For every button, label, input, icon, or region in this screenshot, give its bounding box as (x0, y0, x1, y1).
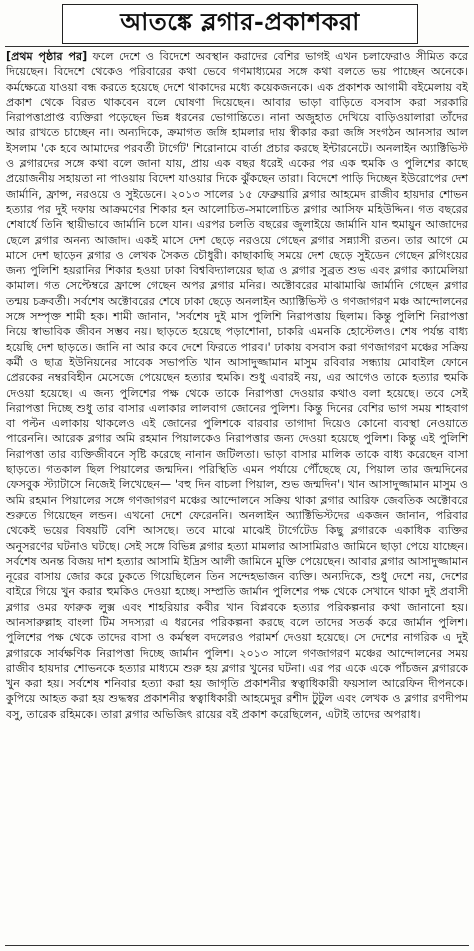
continuation-kicker: [প্রথম পৃষ্ঠার পর] (6, 50, 88, 63)
top-divider (5, 46, 469, 47)
article-paragraph (6, 49, 468, 722)
headline: আতঙ্কে ব্লগার-প্রকাশকরা (120, 7, 360, 36)
article-body (6, 49, 468, 943)
headline-box (62, 4, 418, 44)
bottom-divider (5, 945, 469, 946)
article-text: ফলে দেশে ও বিদেশে অবস্থান করাদের বেশির ভাগই এখন চলাফেরাও সীমিত করে দিয়েছেন। বিদেশে থেকেও পরিবারের কথা ভেবে গণমাধ্যমের সঙ্গে কথা বলতে ভয় পাচ্ছেন অনেকে। কর্মক্ষেত্রে যাওয়া বন্ধ করতে হয়েছে দেশে থাকাদের মধ্যে কয়েকজনকে। এক প্রকাশক আগামী বইমেলায় বই প্রকাশ থেকে বিরত থাকবেন বলে ঘোষণা দিয়েছেন। আবার ভাড়া বাড়িতে বসবাস করা সরকারি নিরাপত্তাপ্রাপ্ত ব্যক্তিরা পড়েছেন ভিন্ন ধরনের ভোগান্তিতে। নানা অজুহাত দেখিয়ে বাড়িওয়ালারা তাঁদের আর রাখতে চাচ্ছেন না। অন্যদিকে, ক্রমাগত জঙ্গি হামলার দায় স্বীকার করা জঙ্গি সংগঠন আনসার আল ইসলাম 'কে হবে আমাদের পরবর্তী টার্গেট' শিরোনামে বার্তা প্রচার করছে ইন্টারনেটে। অনলাইন অ্যাক্টিভিস্ট ও ব্লগারদের সঙ্গে কথা বলে জানা যায়, প্রায় এক বছর ধরেই একের পর এক হুমকি ও পুলিশের কাছে প্রয়োজনীয় সহায়তা না পাওয়ায় বিদেশ যাওয়ার দিকে ঝুঁকছেন তারা। বিদেশে পাড়ি দিচ্ছেন ইউরোপের দেশ জার্মানি, ফ্রান্স, নরওয়ে ও সুইডেনে। ২০১৩ সালের ১৫ ফেব্রুয়ারি ব্লগার আহমেদ রাজীব হায়দার শোভন হত্যার পর দুই দফায় আক্রমণের শিকার হন আলোচিত-সমালোচিত ব্লগার আসিফ মহিউদ্দিন। গত বছরের শেষার্ধে তিনি স্থায়ীভাবে জার্মানি চলে যান। এরপর চলতি বছরের জুলাইয়ে জার্মানি যান হুমায়ুন আজাদের ছেলে ব্লগার অনন্য আজাদ। একই মাসে দেশ ছেড়ে নরওয়ে গেছেন ব্লগার সন্ন্যাসী রতন। তার আগে মে মাসে দেশ ছাড়েন ব্লগার ও লেখক সৈকত চৌধুরী। কাছাকাছি সময়ে দেশ ছেড়ে সুইডেন গেছেন ব্লগিংয়ের জন্য পুলিশি হয়রানির শিকার হওয়া ঢাকা বিশ্ববিদ্যালয়ের ছাত্র ও ব্লগার সুব্রত শুভ এবং ব্লগার ক্যামেলিয়া কামাল। গত সেপ্টেম্বরে ফ্রান্সে গেছেন অপর ব্লগার মনির। অক্টোবরের মাঝামাঝি জার্মানি গেছেন ব্লগার তন্ময় চক্রবর্তী। সর্বশেষ অক্টোবরের শেষে ঢাকা ছেড়ে অনলাইন অ্যাক্টিভিস্ট ও গণজাগরণ মঞ্চ আন্দোলনের সঙ্গে সম্পৃক্ত শামী হক। শামী জানান, 'সর্বশেষ দুই মাস পুলিশি নিরাপত্তায় ছিলাম। কিন্তু পুলিশি নিরাপত্তা নিয়ে স্বাভাবিক জীবন সম্ভব নয়। ছাড়তে হয়েছে পড়াশোনা, চাকরি এমনকি হোস্টেলও। শেষ পর্যন্ত বাধ্য হয়েছি দেশ ছাড়তে। জানি না আর কবে দেশে ফিরতে পারব।' ঢাকায় বসবাস করা গণজাগরণ মঞ্চের সক্রিয় কর্মী ও ছাত্র ইউনিয়নের সাবেক সভাপতি খান আসাদুজ্জামান মাসুম রবিবার সন্ধ্যায় মোবাইল ফোনে প্রেরকের নম্বরবিহীন মেসেজে পেয়েছেন হত্যার হুমকি। শুধু এবারই নয়, এর আগেও তাকে হত্যার হুমকি দেওয়া হয়েছে। এ জন্য পুলিশের পক্ষ থেকে তাকে নিরাপত্তা দেওয়ার কথাও বলা হয়েছে। তবে সেই নিরাপত্তা দিচ্ছে শুধু তার বাসার এলাকার লালবাগ জোনের পুলিশ। কিন্তু দিনের বেশির ভাগ সময় শাহবাগ বা পল্টন এলাকায় থাকলেও এই জোনের পুলিশকে বারবার তাগাদা দিয়েও কোনো ব্যবস্থা নেওয়াতে পারেননি। আরেক ব্লগার অমি রহমান পিয়ালকেও নিরাপত্তার জন্য দেওয়া হয়েছে পুলিশ। কিন্তু এই পুলিশি নিরাপত্তা তার ব্যক্তিজীবনে সৃষ্টি করেছে নানান জটিলতা। ভাড়া বাসার মালিক তাকে বাধ্য করেছেন বাসা ছাড়তে। গতকাল ছিল পিয়ালের জন্মদিন। পরিস্থিতি এমন পর্যায়ে পৌঁছেছে যে, পিয়াল তার জন্মদিনের ফেসবুক স্ট্যাটাসে নিজেই লিখেছেন— 'বহু দিন বাচলা পিয়াল, শুভ জন্মদিন'। খান আসাদুজ্জামান মাসুম ও অমি রহমান পিয়ালের সঙ্গে গণজাগরণ মঞ্চের আন্দোলনে সক্রিয় থাকা ব্লগার আরিফ জেবতিক অক্টোবরে শুরুতে গিয়েছেন লন্ডন। এখনো দেশে ফেরেননি। অনলাইন অ্যাক্টিভিস্টদের একজন জানান, পরিবার থেকেই ভয়ের বিষয়টি বেশি আসছে। তবে মাঝে মাঝেই টার্গেটেড কিছু ব্লগারকে একাধিক ব্যক্তির অনুসরণের ঘটনাও ঘটছে। সেই সঙ্গে বিভিন্ন ব্লগার হত্যা মামলার আসামিরাও জামিনে ছাড়া পেয়ে যাচ্ছেন। সর্বশেষ অনন্ত বিজয় দাশ হত্যার আসামি ইদ্রিস আলী জামিনে মুক্তি পেয়েছেন। আবার ব্লগার আসাদুজ্জামান নূরের বাসায় জোর করে ঢুকতে গিয়েছিলেন তিন সন্দেহভাজন ব্যক্তি। অন্যদিকে, শুধু দেশে নয়, দেশের বাইরে গিয়ে খুন করার হুমকিও দেওয়া হচ্ছে। সম্প্রতি জার্মান পুলিশের পক্ষ থেকে সেখানে থাকা দুই প্রবাসী ব্লগার ওমর ফারুক লুক্স এবং শাহরিয়ার কবীর খান বিপ্লবকে হত্যার পরিকল্পনার কথা জানানো হয়। আনসারুল্লাহ বাংলা টিম সদস্যরা এ ধরনের পরিকল্পনা করছে বলে তাদের সতর্ক করে জার্মান পুলিশ। পুলিশের পক্ষ থেকে তাদের বাসা ও কর্মস্থল বদলেরও পরামর্শ দেওয়া হয়েছে। সে দেশের নাগরিক এ দুই ব্লগারকে সার্বক্ষণিক নিরাপত্তা দিচ্ছে জার্মান পুলিশ। ২০১৩ সালে গণজাগরণ মঞ্চের আন্দোলনের সময় রাজীব হায়দার শোভনকে হত্যার মাধ্যমে শুরু হয় ব্লগার খুনের ঘটনা। এর পর একে একে পাঁচজন ব্লগারকে খুন করা হয়। সর্বশেষ শনিবার হত্যা করা হয় জাগৃতি প্রকাশনীর স্বত্বাধিকারী ফয়সাল আরেফিন দীপনকে। কুপিয়ে আহত করা হয় শুদ্ধস্বর প্রকাশনীর স্বত্বাধিকারী আহমেদুর রশীদ টুটুল এবং লেখক ও ব্লগার রণদীপম বসু, তারেক রহিমকে। তারা ব্লগার অভিজিৎ রায়ের বই প্রকাশ করেছিলেন, এটাই তাদের অপরাধ। (6, 50, 468, 721)
